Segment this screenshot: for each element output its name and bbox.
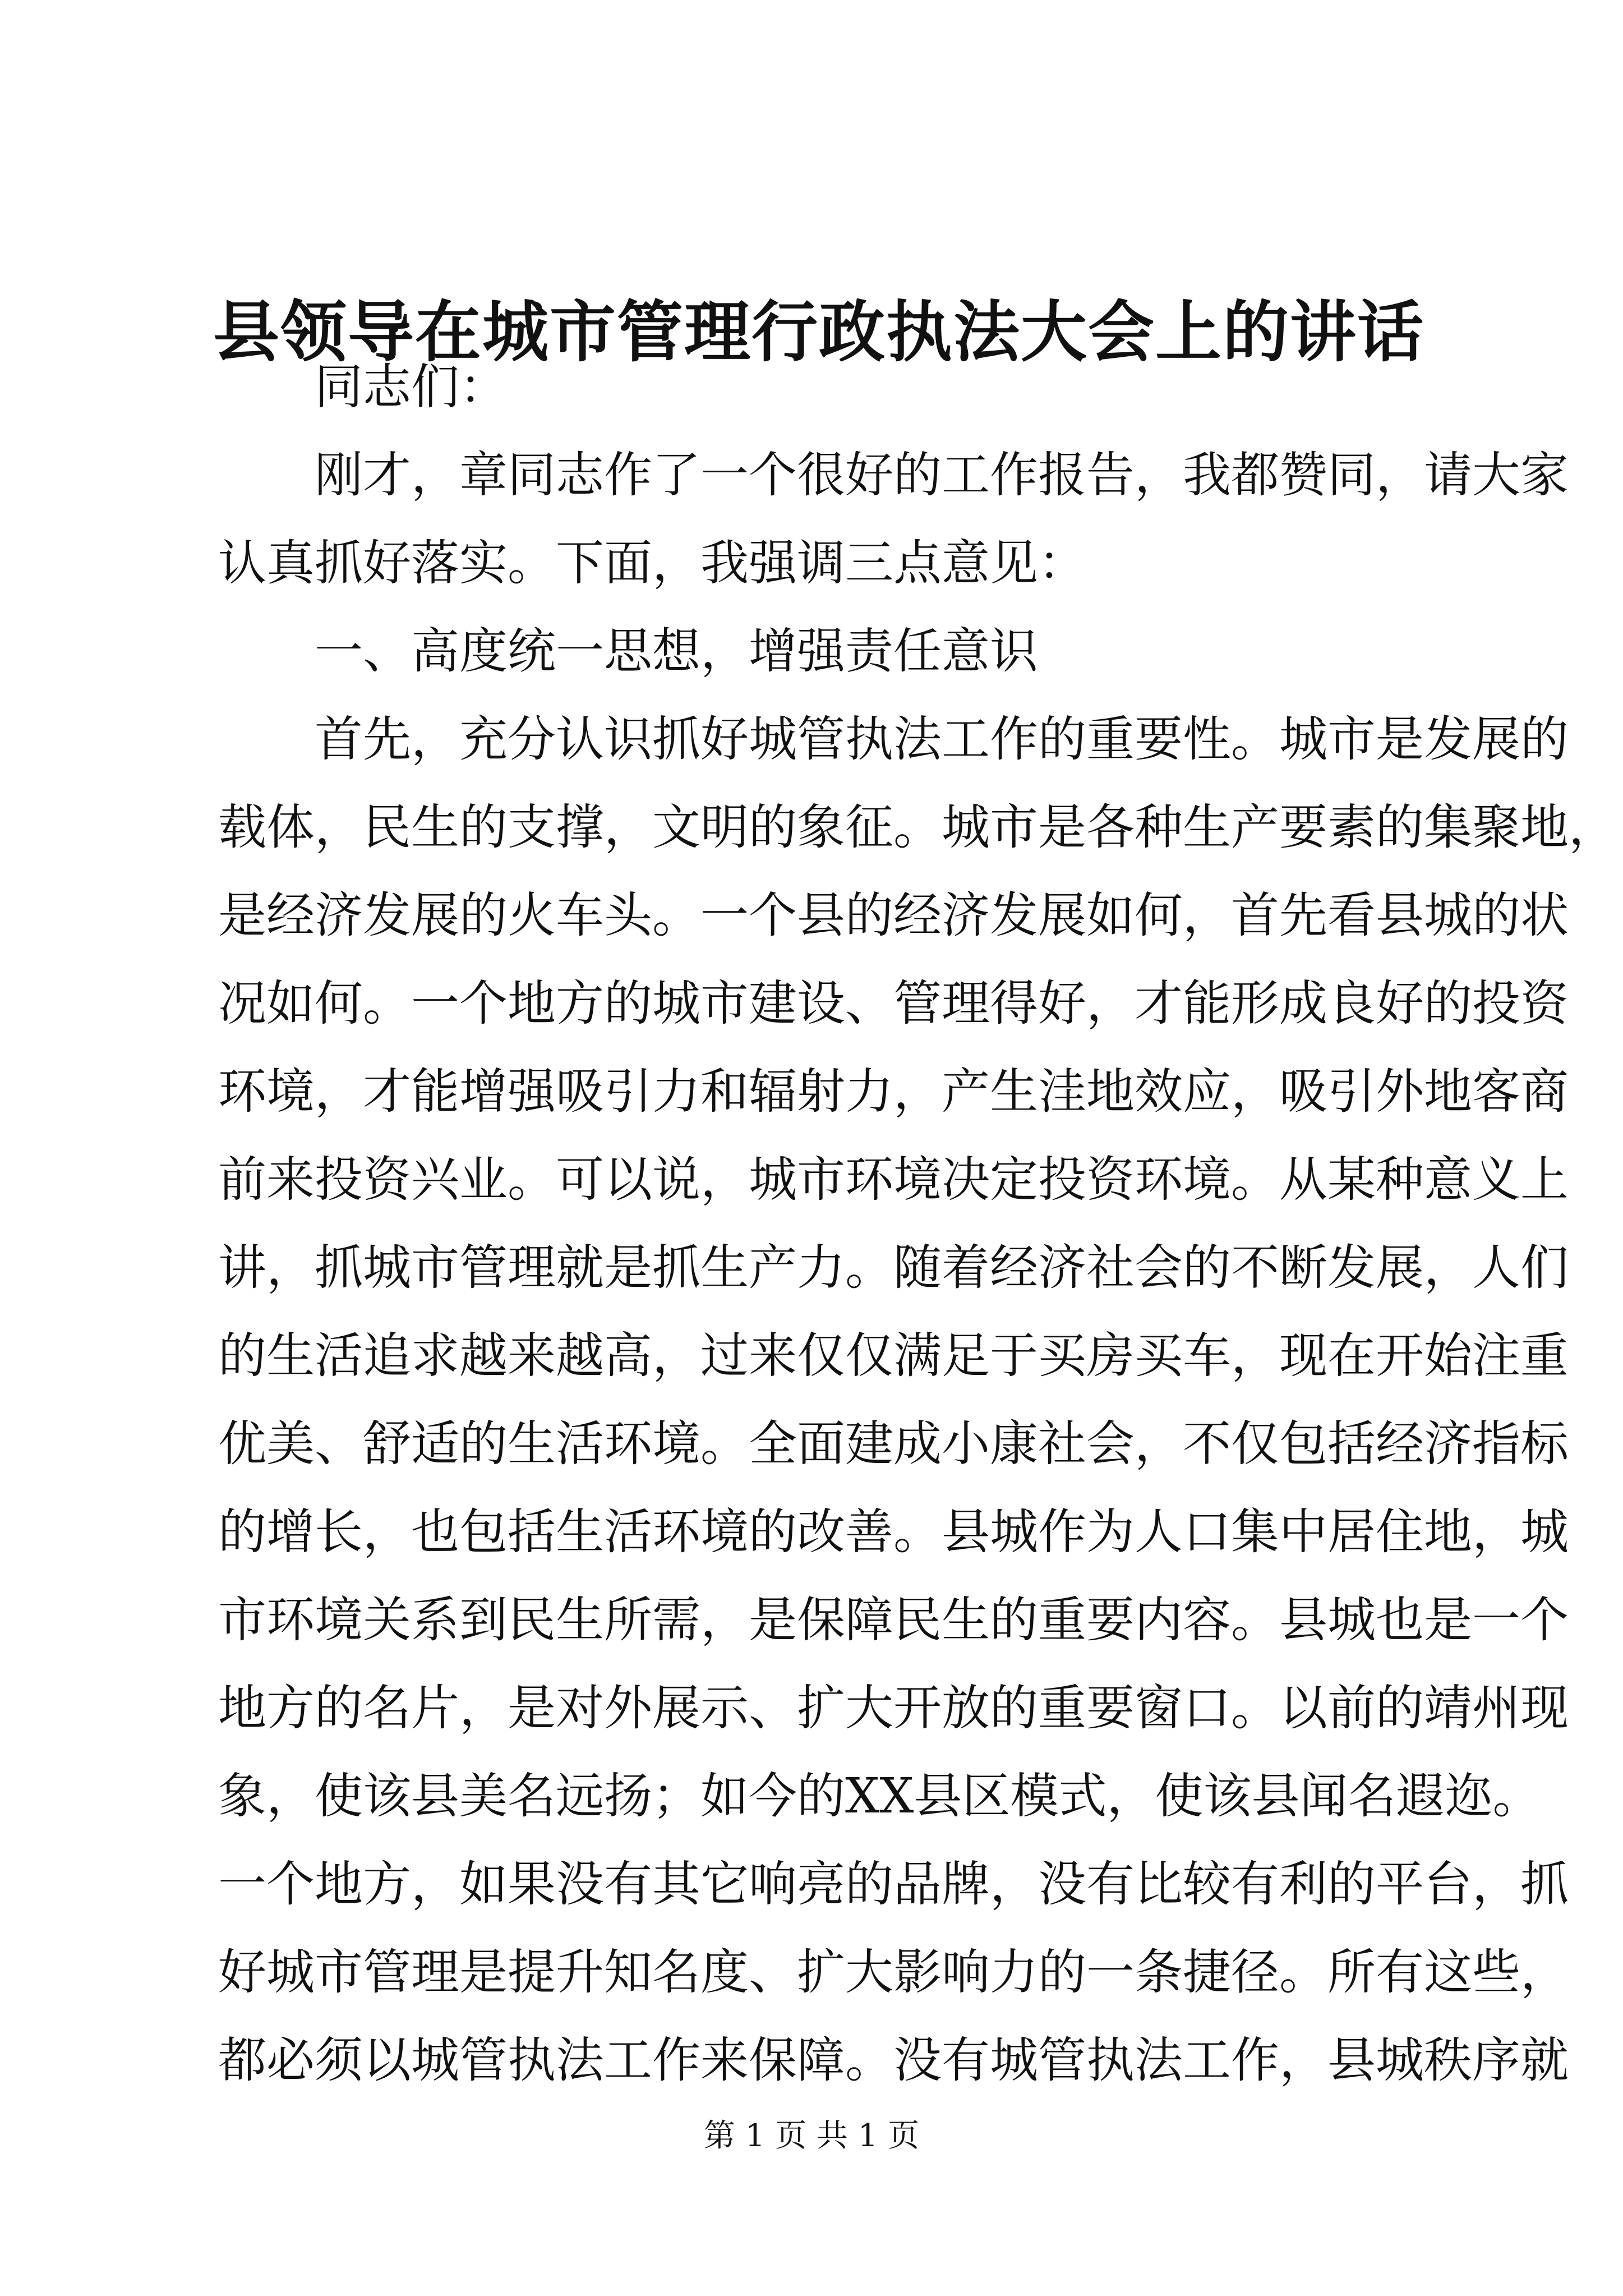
section-heading: 一、高度统一思想，增强责任意识 — [315, 623, 1038, 679]
text-line: 前来投资兴业。可以说，城市环境决定投资环境。从某种意义上 — [218, 1152, 1569, 1208]
text-line: 的生活追求越来越高，过来仅仅满足于买房买车，现在开始注重 — [218, 1328, 1569, 1384]
text-line: 刚才，章同志作了一个很好的工作报告，我都赞同，请大家 — [315, 447, 1569, 503]
text-line: 认真抓好落实。下面，我强调三点意见： — [218, 535, 1086, 591]
text-line: 象，使该县美名远扬；如今的XX县区模式，使该县闻名遐迩。 — [218, 1768, 1541, 1824]
text-line-salutation: 同志们： — [315, 359, 508, 415]
text-line: 讲，抓城市管理就是抓生产力。随着经济社会的不断发展，人们 — [218, 1240, 1569, 1296]
document-title: 县领导在城市管理行政执法大会上的讲话 — [213, 293, 1425, 371]
text-line: 载体，民生的支撑，文明的象征。城市是各种生产要素的集聚地， — [218, 799, 1617, 855]
text-line: 首先，充分认识抓好城管执法工作的重要性。城市是发展的 — [315, 711, 1569, 767]
text-line: 优美、舒适的生活环境。全面建成小康社会，不仅包括经济指标 — [218, 1416, 1569, 1472]
text-line: 好城市管理是提升知名度、扩大影响力的一条捷径。所有这些， — [218, 1944, 1569, 2000]
page-number-footer: 第 1 页 共 1 页 — [703, 2118, 920, 2154]
text-line: 地方的名片，是对外展示、扩大开放的重要窗口。以前的靖州现 — [218, 1680, 1569, 1736]
text-line: 况如何。一个地方的城市建设、管理得好，才能形成良好的投资 — [218, 976, 1569, 1032]
text-line: 是经济发展的火车头。一个县的经济发展如何，首先看县城的状 — [218, 887, 1569, 944]
text-line: 的增长，也包括生活环境的改善。县城作为人口集中居住地，城 — [218, 1504, 1569, 1560]
text-line: 市环境关系到民生所需，是保障民生的重要内容。县城也是一个 — [218, 1592, 1569, 1648]
text-line: 环境，才能增强吸引力和辐射力，产生洼地效应，吸引外地客商 — [218, 1064, 1569, 1120]
text-line: 都必须以城管执法工作来保障。没有城管执法工作，县城秩序就 — [218, 2032, 1569, 2088]
document-body — [218, 343, 1617, 2105]
text-line: 一个地方，如果没有其它响亮的品牌，没有比较有利的平台，抓 — [218, 1856, 1569, 1912]
